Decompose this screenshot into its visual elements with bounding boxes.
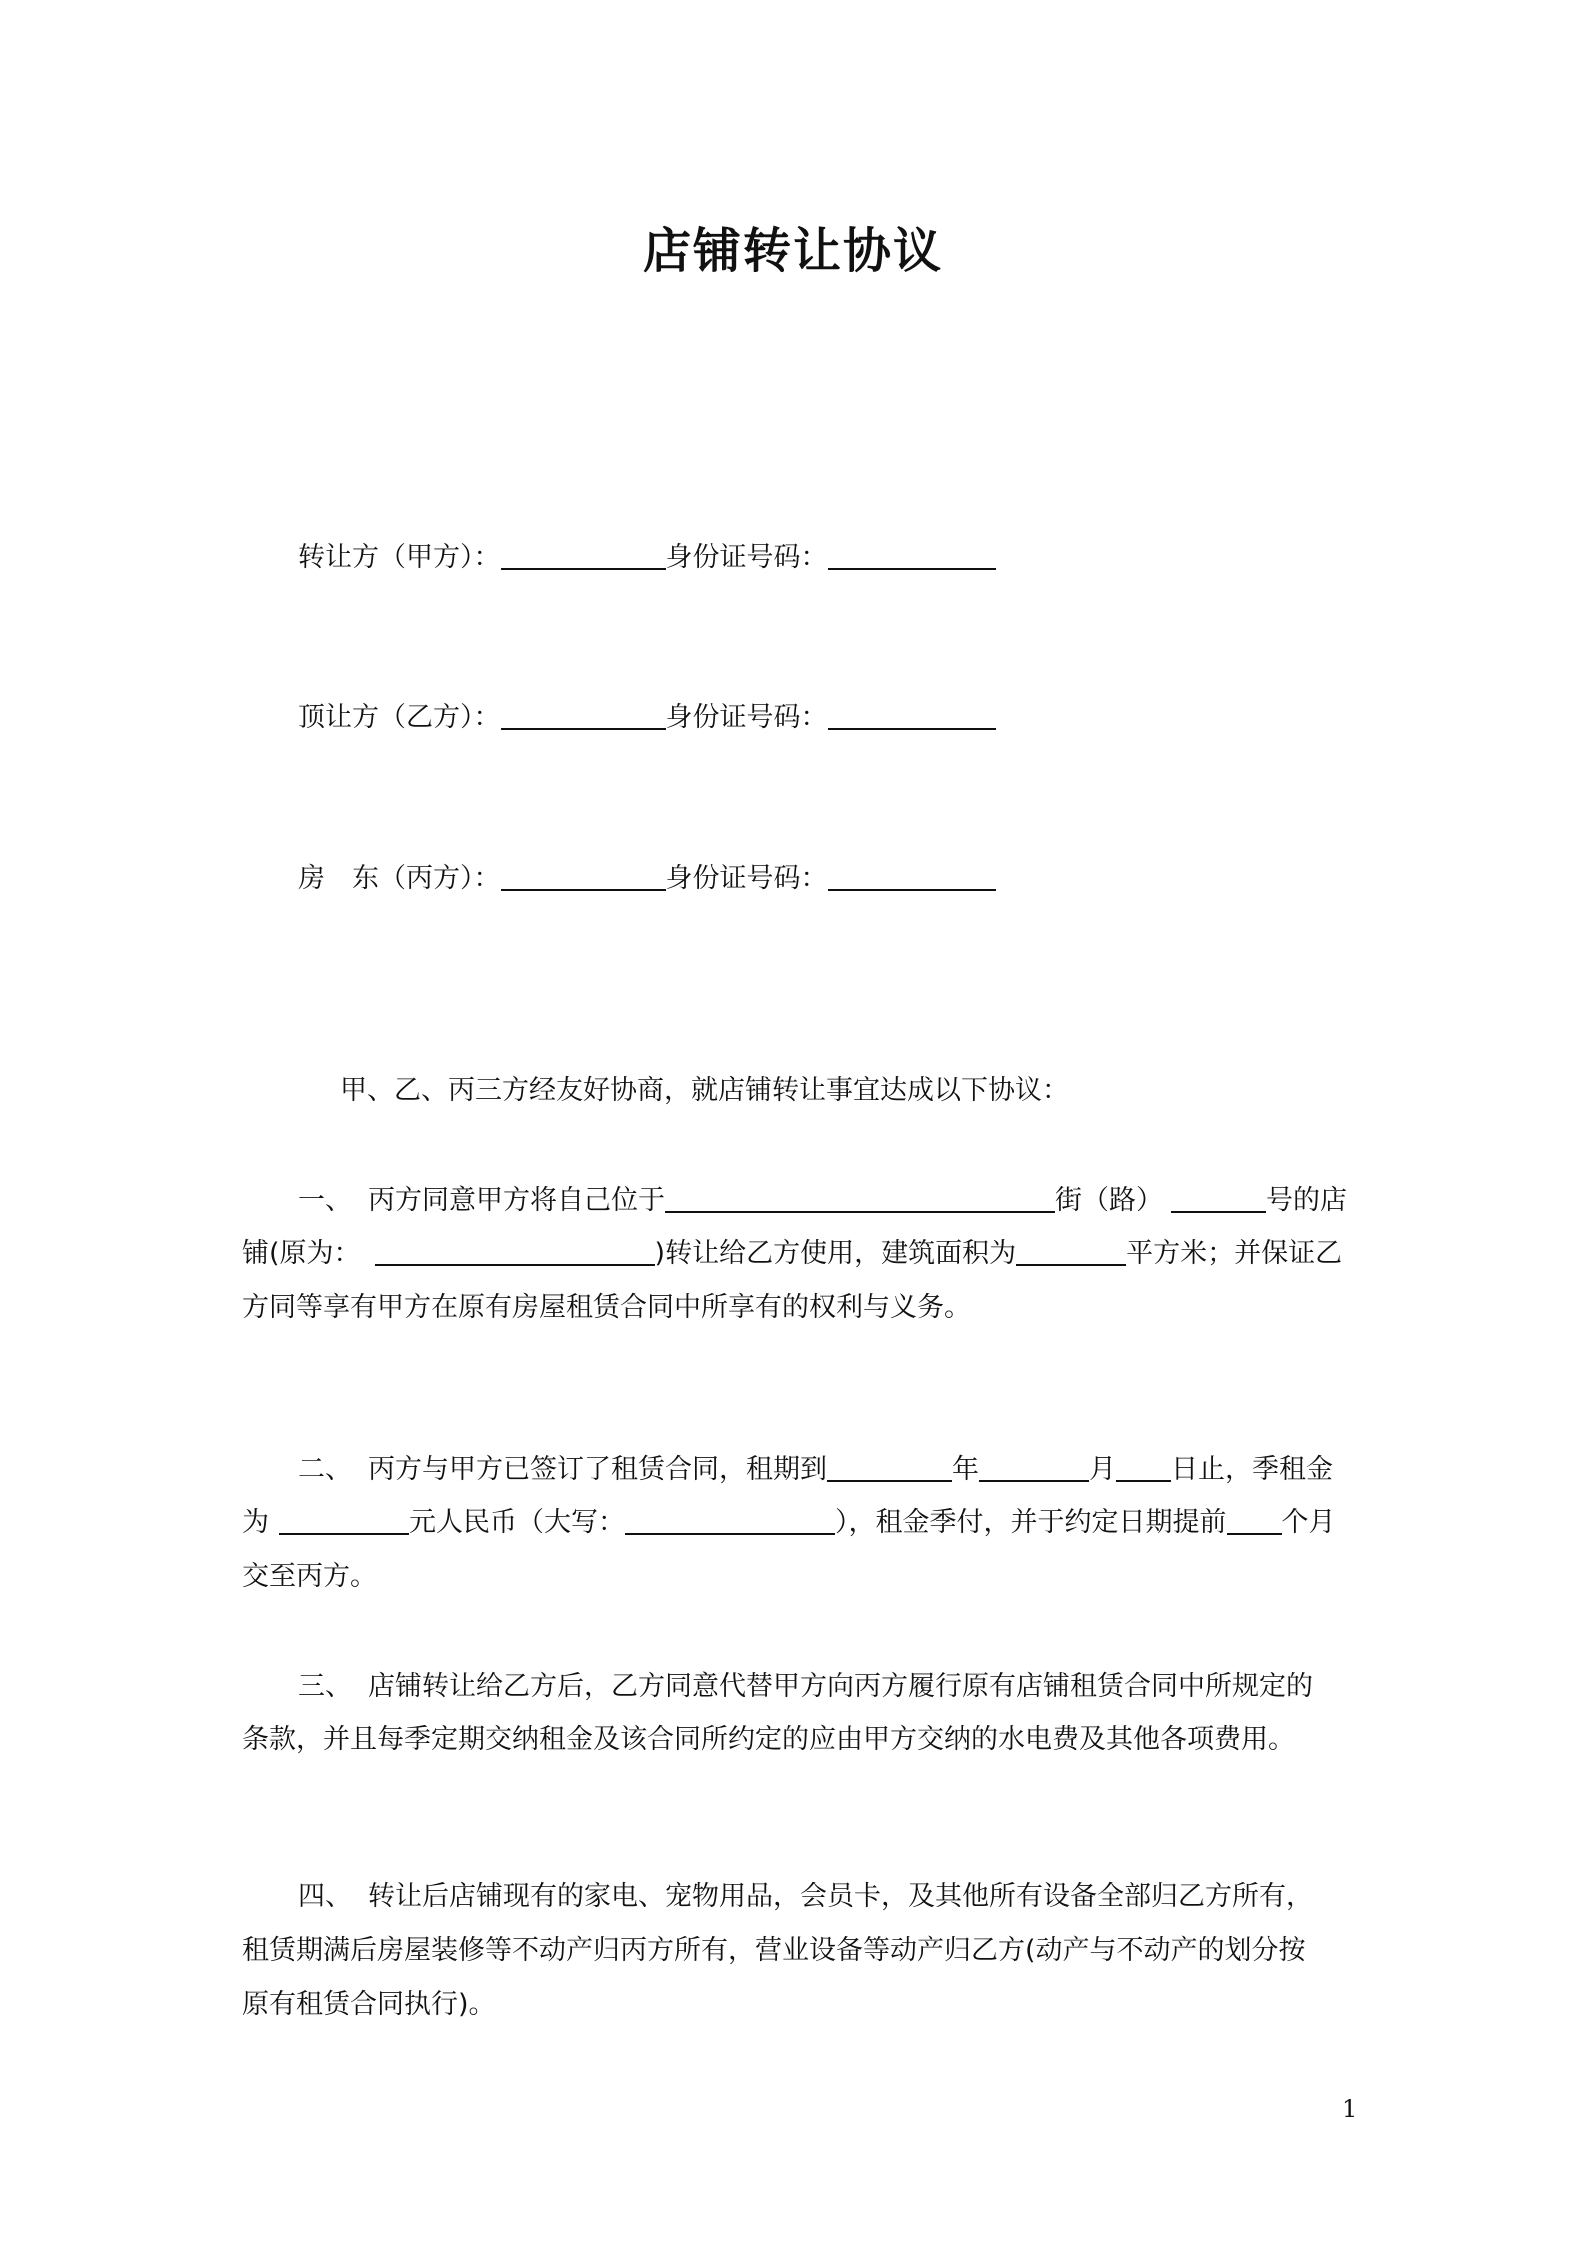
- clause4-number: 四、: [298, 1881, 352, 1912]
- clause2-number: 二、: [298, 1454, 352, 1485]
- party-landlord-name-blank[interactable]: [501, 888, 666, 891]
- clause2-rent-amount-blank[interactable]: [279, 1532, 409, 1535]
- clause3-line2: [242, 1717, 1295, 1756]
- clause2-year-blank[interactable]: [827, 1479, 952, 1482]
- agreement-intro: 甲、乙、丙三方经友好协商，就店铺转让事宜达成以下协议：: [340, 1075, 1069, 1106]
- party-landlord-id-blank[interactable]: [828, 888, 996, 891]
- clause2-rent-words-blank[interactable]: [625, 1532, 835, 1535]
- clause3-text: 条款，并且每季定期交纳租金及该合同所约定的应由甲方交纳的水电费及其他各项费用。: [242, 1724, 1295, 1755]
- clause2-text: 元人民币（大写：: [409, 1507, 625, 1538]
- party-transferee-name-blank[interactable]: [501, 727, 666, 730]
- clause2-month-blank[interactable]: [979, 1479, 1089, 1482]
- clause2-text: 为: [242, 1507, 269, 1538]
- party-transferee-line: [298, 695, 996, 734]
- clause2-months-blank[interactable]: [1227, 1532, 1282, 1535]
- clause4-line2: [242, 1928, 1306, 1967]
- clause1-text: 方同等享有甲方在原有房屋租赁合同中所享有的权利与义务。: [242, 1292, 971, 1323]
- party-transferor-line: [298, 535, 996, 574]
- party-transferor-name-blank[interactable]: [501, 567, 666, 570]
- clause4-text: 原有租赁合同执行)。: [242, 1989, 496, 2020]
- party-transferee-id-label: 身份证号码：: [665, 702, 828, 733]
- clause1-number: 一、: [298, 1185, 352, 1216]
- clause1-text: 丙方同意甲方将自己位于: [368, 1185, 665, 1216]
- clause4-line1: [298, 1874, 1313, 1913]
- clause4-text: 租赁期满后房屋装修等不动产归丙方所有，营业设备等动产归乙方(动产与不动产的划分按: [242, 1935, 1306, 1966]
- clause1-line3: [242, 1285, 971, 1324]
- clause1-text: )转让给乙方使用，建筑面积为: [654, 1238, 1017, 1269]
- clause2-line3: [242, 1554, 377, 1593]
- clause2-line1: [298, 1447, 1333, 1486]
- clause3-line1: [298, 1664, 1313, 1703]
- clause4-text: 转让后店铺现有的家电、宠物用品，会员卡，及其他所有设备全部归乙方所有，: [368, 1881, 1313, 1912]
- party-transferor-id-blank[interactable]: [828, 567, 996, 570]
- clause1-original-use-blank[interactable]: [375, 1263, 655, 1266]
- clause2-line2: [242, 1500, 1336, 1539]
- clause1-street-label: 街（路）: [1055, 1185, 1163, 1216]
- clause2-text: 日止，季租金: [1171, 1454, 1333, 1485]
- clause1-street-blank[interactable]: [665, 1210, 1055, 1213]
- clause1-text: 平方米；并保证乙: [1126, 1238, 1343, 1269]
- clause4-line3: [242, 1982, 496, 2021]
- clause1-text: 铺(原为：: [242, 1238, 361, 1269]
- page-number: 1: [1342, 2095, 1358, 2123]
- party-transferor-label: 转让方（甲方）：: [298, 542, 501, 573]
- clause2-text: ），租金季付，并于约定日期提前: [835, 1507, 1227, 1538]
- clause2-day-blank[interactable]: [1116, 1479, 1171, 1482]
- party-transferee-id-blank[interactable]: [828, 727, 996, 730]
- party-landlord-line: [298, 856, 996, 895]
- clause1-number-blank[interactable]: [1171, 1210, 1266, 1213]
- clause1-line2: [242, 1231, 1342, 1270]
- party-landlord-label: 房 东（丙方）：: [298, 863, 501, 894]
- clause2-month-label: 月: [1089, 1454, 1116, 1485]
- party-transferee-label: 顶让方（乙方）：: [298, 702, 501, 733]
- clause3-number: 三、: [298, 1671, 352, 1702]
- clause3-text: 店铺转让给乙方后，乙方同意代替甲方向丙方履行原有店铺租赁合同中所规定的: [368, 1671, 1313, 1702]
- clause2-text: 个月: [1281, 1507, 1336, 1538]
- document-title: 店铺转让协议: [642, 223, 943, 279]
- party-landlord-id-label: 身份证号码：: [665, 863, 828, 894]
- clause2-text: 丙方与甲方已签订了租赁合同，租期到: [368, 1454, 827, 1485]
- clause2-year-label: 年: [952, 1454, 979, 1485]
- clause1-text: 号的店: [1266, 1185, 1347, 1216]
- clause2-text: 交至丙方。: [242, 1561, 377, 1592]
- clause1-line1: [298, 1178, 1347, 1217]
- clause1-area-blank[interactable]: [1016, 1263, 1126, 1266]
- party-transferor-id-label: 身份证号码：: [665, 542, 828, 573]
